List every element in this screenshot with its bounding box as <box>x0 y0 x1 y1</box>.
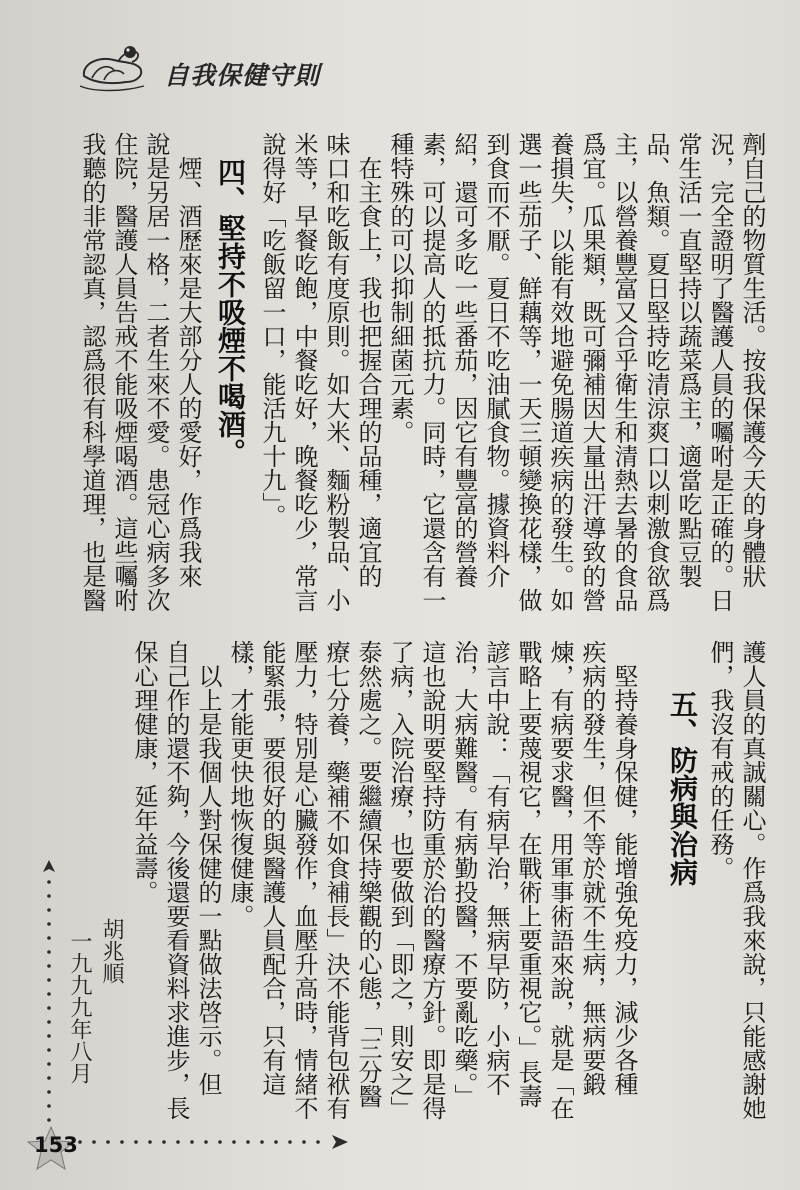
text-column-11: 素，可以提高人的抵抗力。同時，它還含有一 <box>418 132 446 612</box>
page-number: 153 <box>34 1133 78 1157</box>
text-column-3: 常生活一直堅持以蔬菜爲主，適當吃點豆製 <box>674 132 702 588</box>
text-column-13: 在主食上，我也把握合理的品種，適宜的 <box>354 156 382 588</box>
dotted-arrow-up-icon <box>40 860 58 1150</box>
text-column-14: 味口和吃飯有度原則。如大米、麵粉製品、小 <box>322 132 350 612</box>
text-column-10: 紹，還可多吃一些番茄，因它有豐富的營養 <box>450 132 478 588</box>
text-column-12: 種特殊的可以抑制細菌元素。 <box>386 132 414 444</box>
text-column-6: 爲宜。瓜果類，既可彌補因大量出汗導致的營 <box>578 132 606 612</box>
text-column-34: 能緊張，要很好的與醫護人員配合，只有這 <box>258 640 286 1096</box>
text-column-38: 保心理健康，延年益壽。 <box>130 640 158 904</box>
text-column-36: 以上是我個人對保健的一點做法啓示。但 <box>194 664 222 1096</box>
text-column-25: 煉，有病要求醫，用軍事術語來說，就是「在 <box>546 640 574 1120</box>
turtle-logo-icon <box>78 38 148 96</box>
text-column-28: 治，大病難醫。有病勤投醫，不要亂吃藥。」 <box>450 640 478 1108</box>
text-column-30: 了病，入院治療，也要做到「即之，則安之」 <box>386 640 414 1120</box>
text-column-15: 米等，早餐吃飽，中餐吃好，晚餐吃少，常言 <box>290 132 318 612</box>
signature-date: 一九九九年八月 <box>67 930 92 1084</box>
text-column-27: 諺言中說：「有病早治，無病早防，小病不 <box>482 640 510 1096</box>
text-column-7: 養損失，以能有效地避免腸道疾病的發生。如 <box>546 132 574 612</box>
author-name: 胡兆順 <box>99 918 124 984</box>
text-column-37: 自己作的還不夠，今後還要看資料求進步，長 <box>162 640 190 1120</box>
text-column-29: 這也說明要堅持防重於治的醫療方針。即是得 <box>418 640 446 1120</box>
text-column-23: 堅持養身保健，能增強免疫力，減少各種 <box>610 664 638 1096</box>
text-column-22: 們，我沒有戒的任務。 <box>706 640 734 880</box>
text-column-1: 劑自己的物質生活。按我保護今天的身體狀 <box>738 132 766 588</box>
page-header <box>78 38 338 96</box>
text-column-9: 到食而不厭。夏日不吃油膩食物。據資料介 <box>482 132 510 588</box>
text-column-17: 煙、酒歷來是大部分人的愛好，作爲我來 <box>174 156 202 588</box>
text-column-33: 壓力，特別是心臟發作，血壓升高時，情緒不 <box>290 640 318 1120</box>
text-column-18: 說是另居一格，二者生來不愛。患冠心病多次 <box>142 132 170 612</box>
text-column-20: 我聽的非常認真，認爲很有科學道理，也是醫 <box>78 132 106 612</box>
text-column-24: 疾病的發生，但不等於就不生病，無病要鍛 <box>578 640 606 1096</box>
text-column-2: 況，完全證明了醫護人員的囑咐是正確的。日 <box>706 132 734 612</box>
text-column-35: 樣，才能更快地恢復健康。 <box>226 640 254 928</box>
text-column-32: 療七分養，藥補不如食補長」決不能背包袱有 <box>322 640 350 1120</box>
page-title: 自我保健守則 <box>164 61 321 90</box>
text-column-5: 主，以營養豐富又合乎衛生和清熱去暑的食品 <box>610 132 638 612</box>
text-column-16: 說得好「吃飯留一口，能活九十九」。 <box>258 132 286 528</box>
text-column-21: 護人員的真誠關心。作爲我來說，只能感謝她 <box>738 640 766 1120</box>
text-column-8: 選一些茄子、鮮藕等，一天三頓變換花樣，做 <box>514 132 542 612</box>
section-heading-four: 四、堅持不吸煙不喝酒。 <box>214 158 247 466</box>
text-column-4: 品、魚類。夏日堅持吃清涼爽口以刺激食欲爲 <box>642 132 670 612</box>
text-column-31: 泰然處之。要繼續保持樂觀的心態，「三分醫 <box>354 640 382 1108</box>
text-column-26: 戰略上要蔑視它，在戰術上要重視它。」長壽 <box>514 640 542 1108</box>
section-heading-five: 五、防病與治病 <box>666 690 699 886</box>
text-column-19: 住院，醫護人員告戒不能吸煙喝酒。這些囑咐 <box>110 132 138 612</box>
dotted-arrow-right-icon <box>70 1130 350 1154</box>
